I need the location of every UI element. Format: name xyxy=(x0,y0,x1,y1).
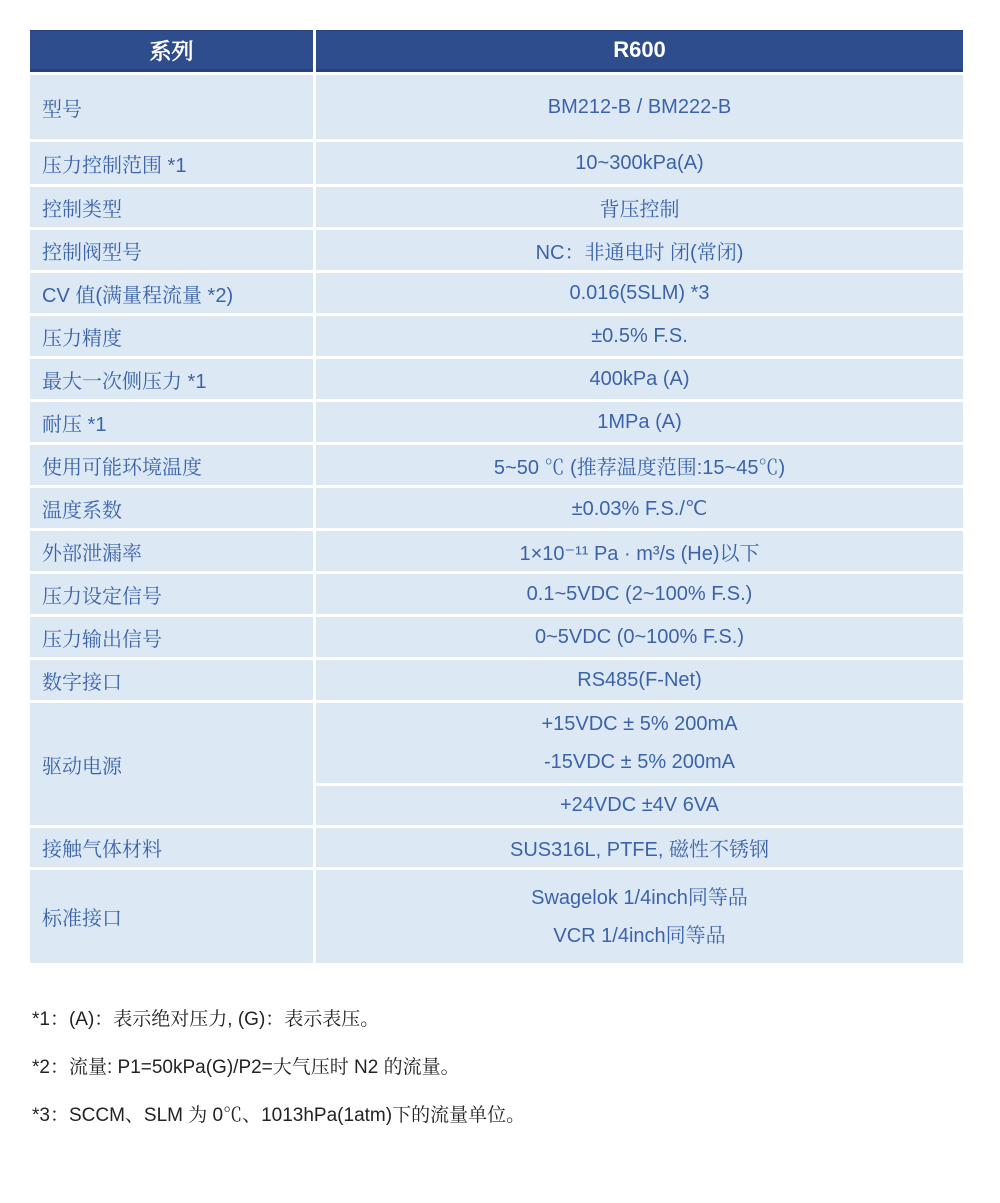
spec-row-output-signal xyxy=(30,617,963,657)
footnote-2: *2：流量: P1=50kPa(G)/P2=大气压时 N2 的流量。 xyxy=(32,1057,460,1078)
row-value: SUS316L, PTFE, 磁性不锈钢 xyxy=(316,828,963,867)
spec-row-cv xyxy=(30,273,963,313)
row-value: 背压控制 xyxy=(316,187,963,227)
row-value: 0.1~5VDC (2~100% F.S.) xyxy=(316,574,963,614)
power-group-24vdc: +24VDC ±4V 6VA xyxy=(316,786,963,825)
header-series-value: R600 xyxy=(316,30,963,72)
fitting-line-vcr: VCR 1/4inch同等品 xyxy=(553,924,726,947)
row-label: CV 值(满量程流量 *2) xyxy=(30,273,313,313)
row-label: 控制阀型号 xyxy=(30,230,313,270)
row-label: 压力输出信号 xyxy=(30,617,313,657)
table-header-row xyxy=(30,30,963,72)
fitting-line-swagelok: Swagelok 1/4inch同等品 xyxy=(531,886,748,909)
spec-row-proof-pressure xyxy=(30,402,963,442)
spec-row-pressure-range xyxy=(30,142,963,184)
spec-row-digital-interface xyxy=(30,660,963,700)
spec-row-temp-coefficient xyxy=(30,488,963,528)
footnote-1: *1：(A)：表示绝对压力, (G)：表示表压。 xyxy=(32,1009,380,1030)
spec-row-setpoint-signal xyxy=(30,574,963,614)
spec-row-max-primary-pressure xyxy=(30,359,963,399)
row-label: 压力设定信号 xyxy=(30,574,313,614)
row-label: 压力控制范围 *1 xyxy=(30,142,313,184)
row-label: 温度系数 xyxy=(30,488,313,528)
row-value: BM212-B / BM222-B xyxy=(316,75,963,139)
row-value: 1×10⁻¹¹ Pa · m³/s (He)以下 xyxy=(316,531,963,571)
row-value: 5~50 ℃ (推荐温度范围:15~45℃) xyxy=(316,445,963,485)
row-label: 标准接口 xyxy=(30,870,313,963)
row-value: ±0.03% F.S./℃ xyxy=(316,488,963,528)
row-label: 使用可能环境温度 xyxy=(30,445,313,485)
row-value: 10~300kPa(A) xyxy=(316,142,963,184)
spec-row-model xyxy=(30,75,963,139)
row-value: RS485(F-Net) xyxy=(316,660,963,700)
row-label: 耐压 *1 xyxy=(30,402,313,442)
row-label: 控制类型 xyxy=(30,187,313,227)
spec-row-ambient-temp xyxy=(30,445,963,485)
power-line-plus15: +15VDC ± 5% 200mA xyxy=(541,713,738,735)
row-value: 1MPa (A) xyxy=(316,402,963,442)
spec-row-accuracy xyxy=(30,316,963,356)
spec-row-control-type xyxy=(30,187,963,227)
power-line-minus15: -15VDC ± 5% 200mA xyxy=(543,751,736,773)
spec-table xyxy=(30,30,963,963)
row-label: 驱动电源 xyxy=(30,703,313,825)
header-series-label: 系列 xyxy=(30,30,313,72)
row-label: 型号 xyxy=(30,75,313,139)
row-label: 数字接口 xyxy=(30,660,313,700)
spec-row-external-leak xyxy=(30,531,963,571)
spec-row-valve-type xyxy=(30,230,963,270)
footnote-3: *3：SCCM、SLM 为 0℃、1013hPa(1atm)下的流量单位。 xyxy=(32,1105,526,1126)
row-value: 400kPa (A) xyxy=(316,359,963,399)
power-group-15vdc xyxy=(316,703,963,783)
spec-row-wetted-materials xyxy=(30,828,963,867)
row-label: 外部泄漏率 xyxy=(30,531,313,571)
spec-row-standard-fitting xyxy=(30,870,963,963)
row-label: 接触气体材料 xyxy=(30,828,313,867)
footnotes xyxy=(32,1008,962,1152)
spec-row-power-supply xyxy=(30,703,963,825)
row-value: 0~5VDC (0~100% F.S.) xyxy=(316,617,963,657)
row-value: NC：非通电时 闭(常闭) xyxy=(316,230,963,270)
row-label: 最大一次侧压力 *1 xyxy=(30,359,313,399)
power-value-stack xyxy=(316,703,963,825)
row-value: 0.016(5SLM) *3 xyxy=(316,273,963,313)
row-label: 压力精度 xyxy=(30,316,313,356)
fitting-value xyxy=(316,870,963,963)
row-value: ±0.5% F.S. xyxy=(316,316,963,356)
